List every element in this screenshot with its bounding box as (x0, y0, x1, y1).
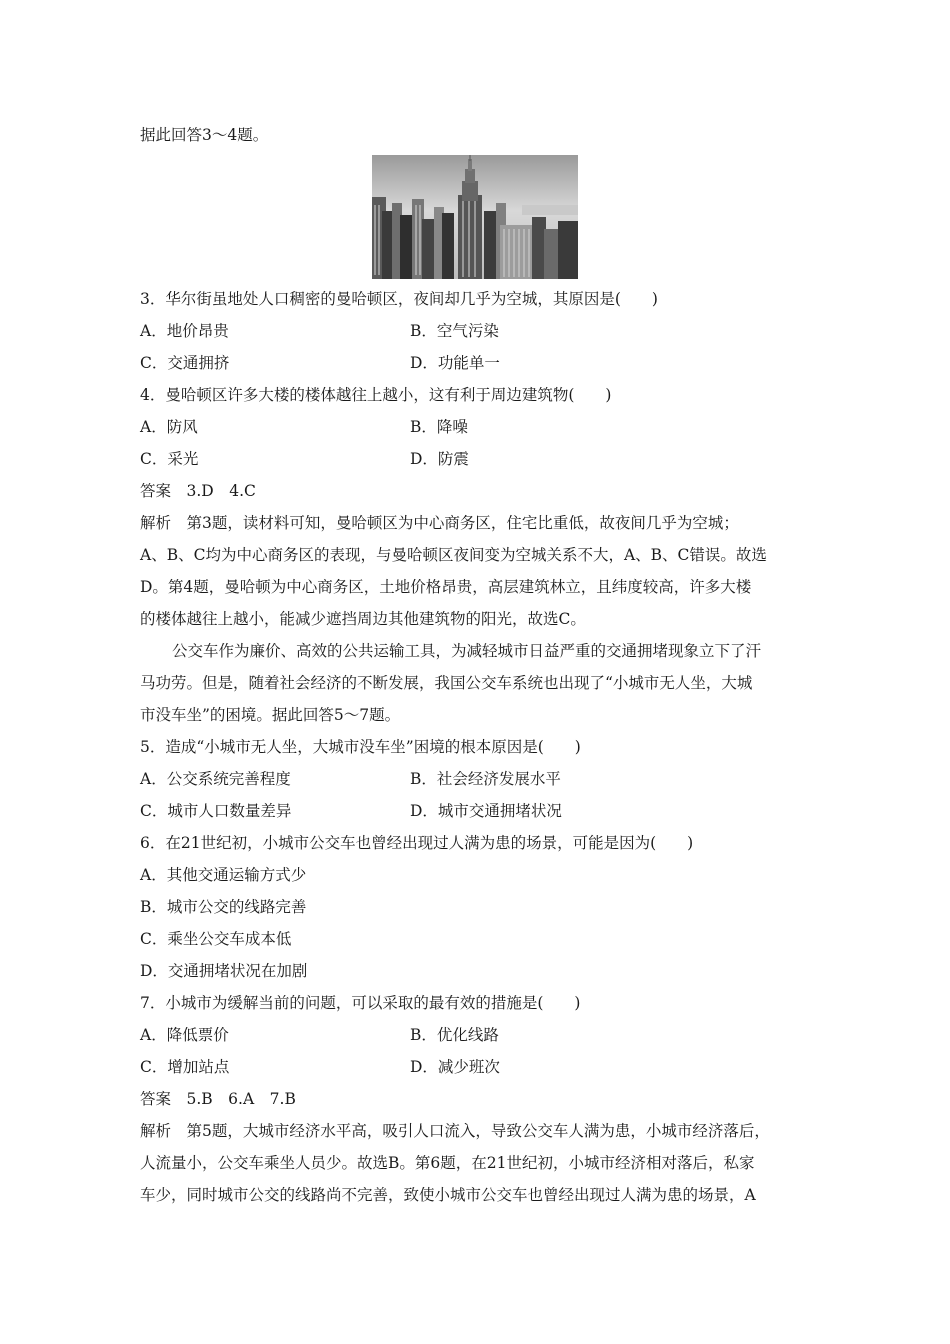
q4-options-row-1 (140, 416, 820, 438)
passage-5-7-line: 马功劳。但是，随着社会经济的不断发展，我国公交车系统也出现了“小城市无人坐，大城 (140, 674, 753, 692)
analysis-5-7-line: 解析 第5题，大城市经济水平高，吸引人口流入，导致公交车人满为患，小城市经济落后， (140, 1122, 770, 1140)
q4-option-d[interactable]: D．防震 (410, 450, 469, 468)
city-skyline-photo-icon (372, 155, 578, 279)
answer-5-7: 答案 5.B 6.A 7.B (140, 1090, 296, 1108)
q6-stem: 6．在21世纪初，小城市公交车也曾经出现过人满为患的场景，可能是因为( ) (140, 834, 694, 852)
passage-5-7-line: 公交车作为廉价、高效的公共运输工具，为减轻城市日益严重的交通拥堵现象立下了汗 (172, 642, 762, 660)
q4-option-c[interactable]: C．采光 (140, 450, 199, 468)
analysis-3-4-line: 的楼体越往上越小，能减少遮挡周边其他建筑物的阳光，故选C。 (140, 610, 586, 628)
q3-options-row-1 (140, 320, 820, 342)
q3-option-d[interactable]: D．功能单一 (410, 354, 500, 372)
q5-stem: 5．造成“小城市无人坐，大城市没车坐”困境的根本原因是( ) (140, 738, 581, 756)
intro-3-4: 据此回答3～4题。 (140, 126, 269, 144)
q5-options-row-2 (140, 800, 820, 822)
q7-option-d[interactable]: D．减少班次 (410, 1058, 500, 1076)
q4-option-b[interactable]: B．降噪 (410, 418, 468, 436)
analysis-3-4-line: A、B、C均为中心商务区的表现，与曼哈顿区夜间变为空城关系不大，A、B、C错误。故选 (140, 546, 767, 564)
q5-option-c[interactable]: C．城市人口数量差异 (140, 802, 292, 820)
q3-options-row-2 (140, 352, 820, 374)
q3-stem: 3．华尔街虽地处人口稠密的曼哈顿区，夜间却几乎为空城，其原因是( ) (140, 290, 658, 308)
q6-option-b[interactable]: B．城市公交的线路完善 (140, 898, 307, 916)
q7-option-b[interactable]: B．优化线路 (410, 1026, 499, 1044)
analysis-3-4-line: D。第4题，曼哈顿为中心商务区，土地价格昂贵，高层建筑林立，且纬度较高，许多大楼 (140, 578, 752, 596)
q7-stem: 7．小城市为缓解当前的问题，可以采取的最有效的措施是( ) (140, 994, 581, 1012)
q7-option-a[interactable]: A．降低票价 (140, 1026, 229, 1044)
q3-option-b[interactable]: B．空气污染 (410, 322, 499, 340)
q5-option-d[interactable]: D．城市交通拥堵状况 (410, 802, 562, 820)
q4-stem: 4．曼哈顿区许多大楼的楼体越往上越小，这有利于周边建筑物( ) (140, 386, 612, 404)
q4-options-row-2 (140, 448, 820, 470)
analysis-3-4-line: 解析 第3题，读材料可知，曼哈顿区为中心商务区，住宅比重低，故夜间几乎为空城； (140, 514, 739, 532)
q5-option-b[interactable]: B．社会经济发展水平 (410, 770, 561, 788)
q7-options-row-1 (140, 1024, 820, 1046)
q7-option-c[interactable]: C．增加站点 (140, 1058, 230, 1076)
answer-3-4: 答案 3.D 4.C (140, 482, 256, 500)
analysis-5-7-line: 人流量小，公交车乘坐人员少。故选B。第6题，在21世纪初，小城市经济相对落后，私家 (140, 1154, 755, 1172)
q5-option-a[interactable]: A．公交系统完善程度 (140, 770, 291, 788)
q6-option-c[interactable]: C．乘坐公交车成本低 (140, 930, 292, 948)
q7-options-row-2 (140, 1056, 820, 1078)
q3-option-a[interactable]: A．地价昂贵 (140, 322, 229, 340)
q4-option-a[interactable]: A．防风 (140, 418, 198, 436)
q6-option-d[interactable]: D．交通拥堵状况在加剧 (140, 962, 308, 980)
q5-options-row-1 (140, 768, 820, 790)
analysis-5-7-line: 车少，同时城市公交的线路尚不完善，致使小城市公交车也曾经出现过人满为患的场景，A (140, 1186, 756, 1204)
q3-option-c[interactable]: C．交通拥挤 (140, 354, 230, 372)
passage-5-7-line: 市没车坐”的困境。据此回答5～7题。 (140, 706, 401, 724)
q6-option-a[interactable]: A．其他交通运输方式少 (140, 866, 307, 884)
